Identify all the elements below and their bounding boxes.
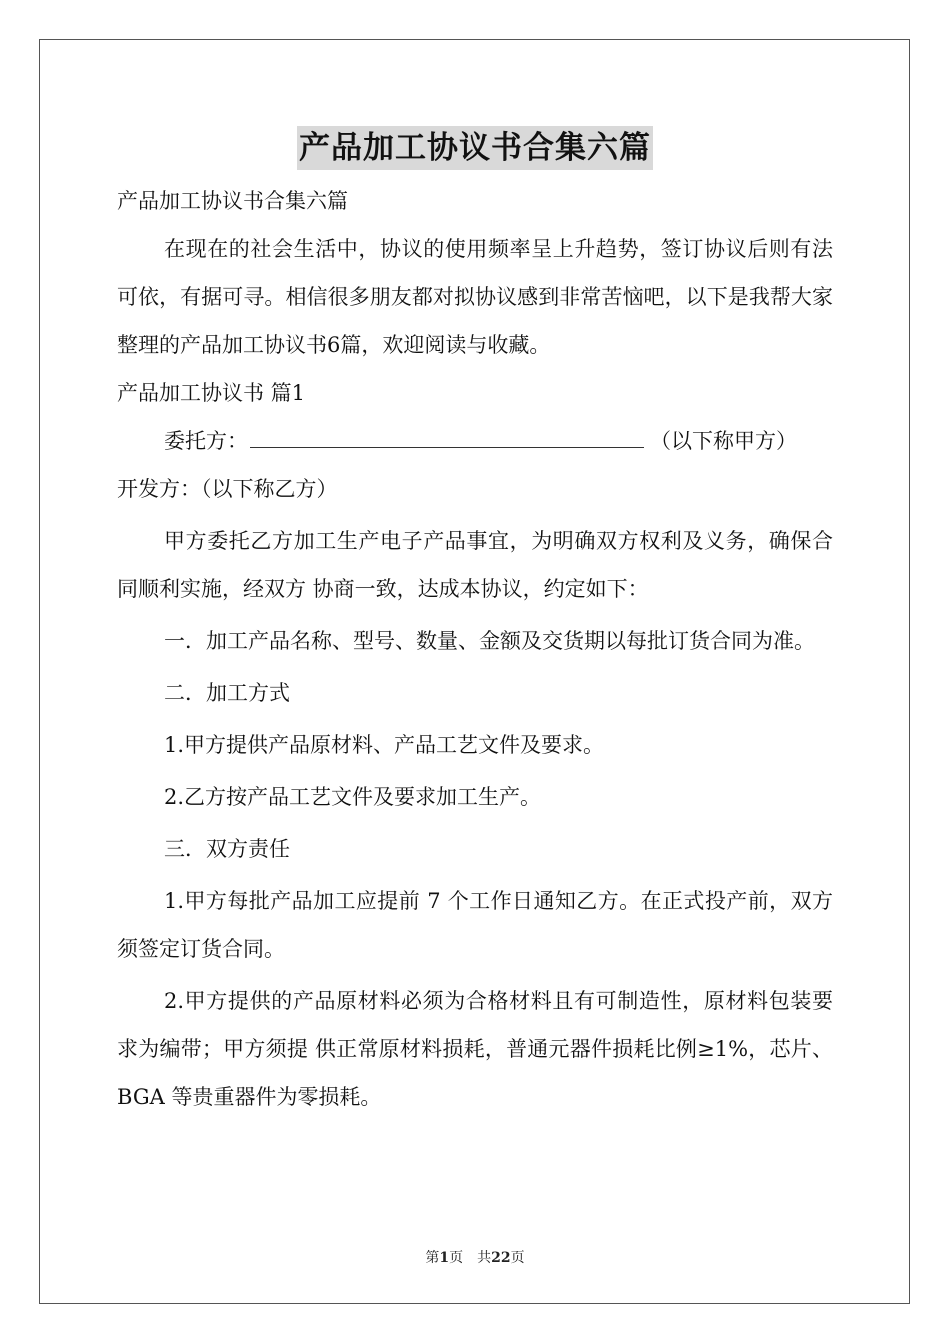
purpose-paragraph: 甲方委托乙方加工生产电子产品事宜，为明确双方权利及义务，确保合同顺利实施，经双方 协商一致，达成本协议，约定如下： bbox=[117, 529, 833, 601]
clause-3-1: 1.甲方每批产品加工应提前 7 个工作日通知乙方。在正式投产前，双方须签定订货合同。 bbox=[117, 889, 833, 961]
party-a-label: 委托方： bbox=[164, 429, 248, 453]
page-total: 22 bbox=[491, 1250, 511, 1266]
document-body bbox=[117, 177, 833, 1121]
clause-3-2: 2.甲方提供的产品原材料必须为合格材料且有可制造性，原材料包装要求为编带；甲方须提 供正常原材料损耗，普通元器件损耗比例≥1%，芯片、BGA 等贵重器件为零损耗。 bbox=[117, 989, 833, 1109]
party-a-suffix: （以下称甲方） bbox=[650, 429, 797, 453]
section-heading: 产品加工协议书 篇1 bbox=[117, 381, 306, 405]
page-mid: 页 共 bbox=[449, 1250, 492, 1266]
page-footer bbox=[0, 1247, 950, 1267]
clause-2-heading: 二．加工方式 bbox=[164, 681, 290, 705]
clause-3-heading: 三．双方责任 bbox=[164, 837, 290, 861]
document-subtitle: 产品加工协议书合集六篇 bbox=[117, 189, 348, 213]
party-a-line bbox=[117, 417, 833, 465]
page-current: 1 bbox=[439, 1250, 450, 1266]
document-title bbox=[0, 126, 950, 170]
clause-2-1: 1.甲方提供产品原材料、产品工艺文件及要求。 bbox=[164, 733, 605, 757]
clause-1: 一．加工产品名称、型号、数量、金额及交货期以每批订货合同为准。 bbox=[164, 629, 815, 653]
page-suffix: 页 bbox=[510, 1250, 525, 1266]
intro-paragraph: 在现在的社会生活中，协议的使用频率呈上升趋势，签订协议后则有法可依，有据可寻。相信很多朋友都对拟协议感到非常苦恼吧，以下是我帮大家整理的产品加工协议书6篇，欢迎阅读与收藏。 bbox=[117, 237, 833, 357]
clause-2-2: 2.乙方按产品工艺文件及要求加工生产。 bbox=[164, 785, 542, 809]
party-b-line: 开发方：（以下称乙方） bbox=[117, 477, 338, 501]
party-a-blank-field bbox=[250, 427, 644, 448]
page-prefix: 第 bbox=[425, 1250, 440, 1266]
document-title-text: 产品加工协议书合集六篇 bbox=[297, 126, 653, 170]
